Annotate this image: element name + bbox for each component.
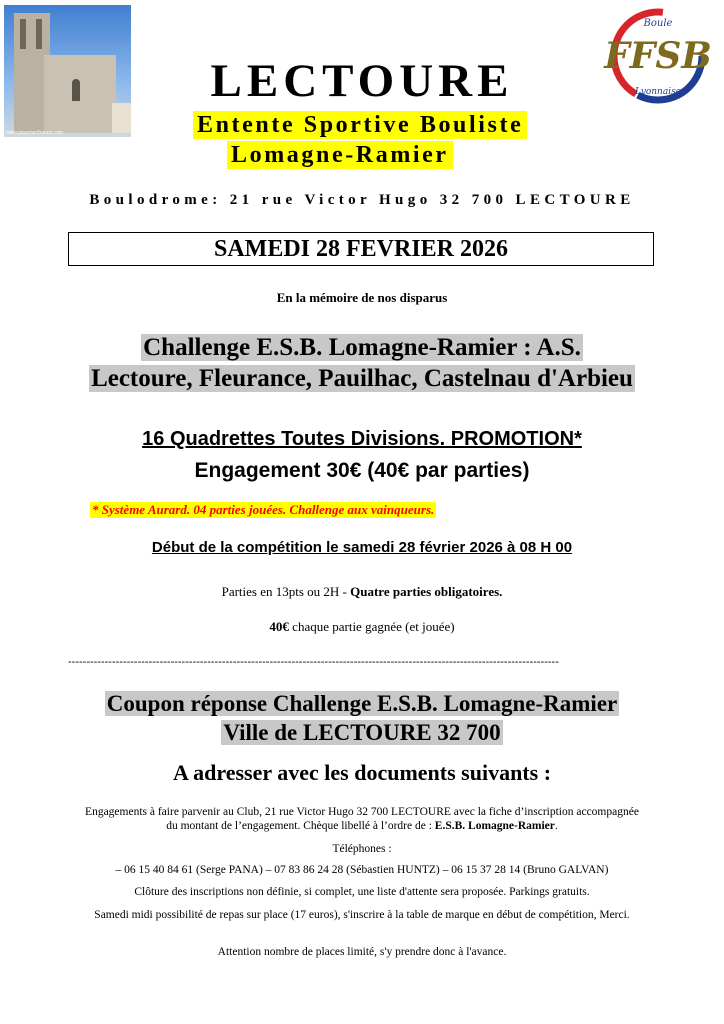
competition-format xyxy=(0,427,724,451)
challenge-title-line2 xyxy=(0,364,724,394)
gain-text: chaque partie gagnée (et jouée) xyxy=(288,619,455,634)
engagement-instructions xyxy=(80,805,644,833)
start-time: Début de la compétition le samedi 28 février 2026 à 08 H 00 xyxy=(151,539,573,556)
engagement-instructions-text: Engagements à faire parvenir au Club, 21 rue Victor Hugo 32 700 LECTOURE avec la fiche d’inscription accompagnée du montant de l’engagement. Chèque libellé à l’ordre de : xyxy=(85,806,639,832)
parties-rules-prefix: Parties en 13pts ou 2H - xyxy=(221,584,351,599)
engagement-payee: E.S.B. Lomagne-Ramier xyxy=(434,820,555,832)
systeme-note: * Système Aurard. 04 parties jouées. Challenge aux vainqueurs. xyxy=(92,502,435,517)
logo-top-text: Boule xyxy=(643,18,673,29)
challenge-title-line2-text: Lectoure, Fleurance, Pauilhac, Castelnau d'Arbieu xyxy=(91,365,633,392)
gain-rule xyxy=(0,619,724,635)
gain-amount: 40€ xyxy=(269,619,289,634)
parties-rules-bold: Quatre parties obligatoires. xyxy=(350,584,503,599)
coupon-title-line2 xyxy=(0,719,724,747)
competition-format-text: 16 Quadrettes Toutes Divisions. PROMOTION* xyxy=(142,428,582,450)
registration-closing: Clôture des inscriptions non définie, si complet, une liste d'attente sera proposée. Parkings gratuits. xyxy=(134,886,590,898)
challenge-title-line1 xyxy=(0,333,724,363)
club-name-line1: Entente Sportive Bouliste xyxy=(193,111,527,139)
boulodrome-address: Boulodrome: 21 rue Victor Hugo 32 700 LECTOURE xyxy=(89,192,635,208)
logo-text: FFSB xyxy=(604,35,712,77)
logo-bottom-text: Lyonnaise xyxy=(634,87,682,97)
meal-info: Samedi midi possibilité de repas sur place (17 euros), s'inscrire à la table de marque en début de compétition, Merci. xyxy=(94,909,630,921)
phone-numbers: – 06 15 40 84 61 (Serge PANA) – 07 83 86 24 28 (Sébastien HUNTZ) – 06 15 37 28 14 (Bruno GALVAN) xyxy=(115,864,609,876)
event-date: SAMEDI 28 FEVRIER 2026 xyxy=(68,232,654,266)
parties-rules xyxy=(0,584,724,600)
memory-line: En la mémoire de nos disparus xyxy=(276,290,448,305)
coupon-title-line2-text: Ville de LECTOURE 32 700 xyxy=(223,720,501,745)
club-name-line2: Lomagne-Ramier xyxy=(227,141,453,169)
photo-caption: www.paysmerifrance.com xyxy=(6,130,63,136)
city-title: LECTOURE xyxy=(210,55,514,107)
limited-places-note: Attention nombre de places limité, s'y prendre donc à l'avance. xyxy=(217,946,507,958)
instructions-title: A adresser avec les documents suivants : xyxy=(172,760,552,785)
cut-line-separator: -------------------------------------------------------------------------------------------------------------------------------------- xyxy=(68,656,559,668)
engagement-instructions-end: . xyxy=(554,820,558,832)
engagement-fee: Engagement 30€ (40€ par parties) xyxy=(194,459,530,482)
coupon-title-line1-text: Coupon réponse Challenge E.S.B. Lomagne-Ramier xyxy=(106,691,618,716)
challenge-title-line1-text: Challenge E.S.B. Lomagne-Ramier : A.S. xyxy=(143,334,581,361)
phones-label: Téléphones : xyxy=(332,843,392,855)
coupon-title-line1 xyxy=(0,690,724,718)
